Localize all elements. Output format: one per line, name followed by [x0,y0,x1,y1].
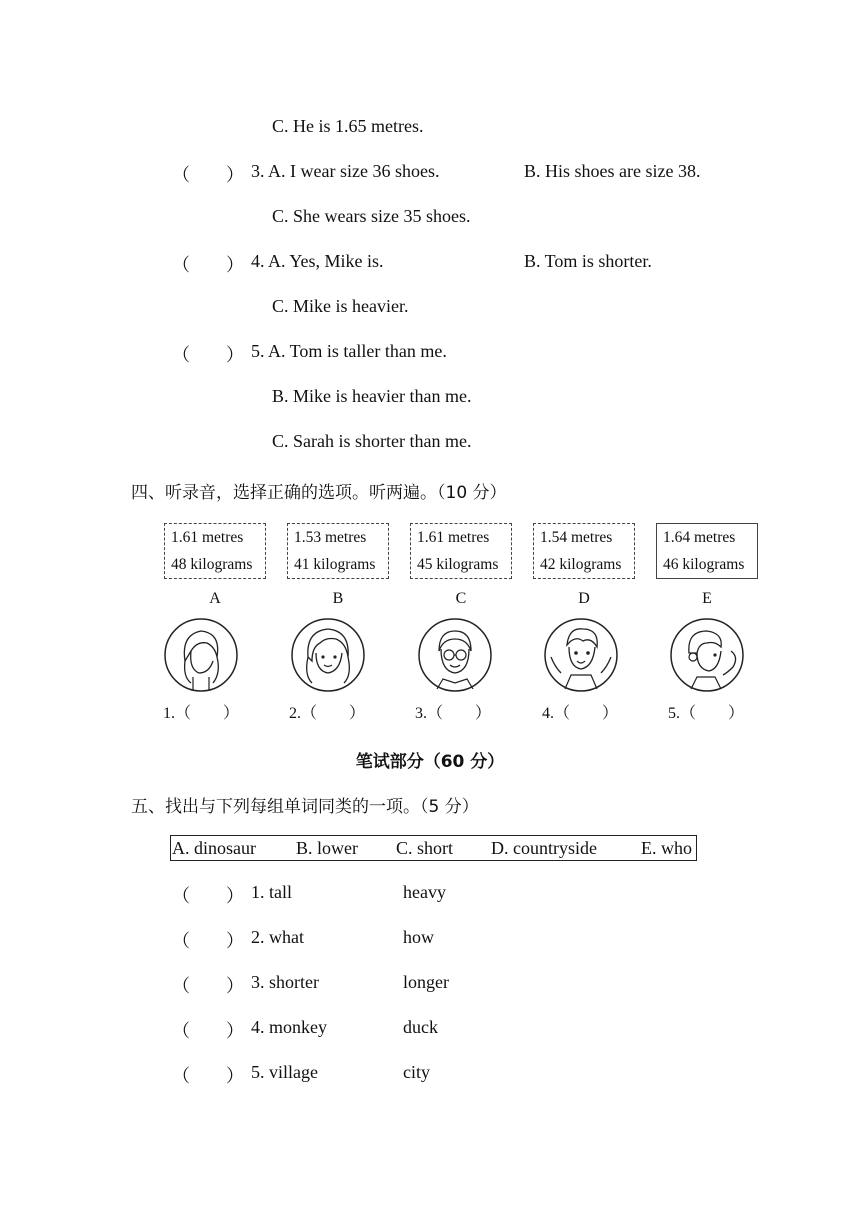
listening-answer-4[interactable]: 4.（ ） [542,705,619,722]
word-option-c: C. short [396,838,454,858]
boy-side-avatar [669,617,745,693]
answer-blank[interactable]: （ ） [172,886,244,906]
item-pair-word: heavy [403,882,446,902]
card-weight: 42 kilograms [540,556,622,573]
word-option-b: B. lower [296,838,358,858]
q3-option-b: B. His shoes are size 38. [524,161,701,181]
card-weight: 41 kilograms [294,556,376,573]
girl-avatar-1 [163,617,239,693]
listening-answer-1[interactable]: 1.（ ） [163,705,240,722]
item-pair-word: longer [403,972,449,992]
info-card-b [287,523,389,579]
item-pair-word: how [403,927,434,947]
answer-blank[interactable]: （ ） [172,165,244,185]
q5-option-a: 5. A. Tom is taller than me. [251,341,447,361]
q5-option-b: B. Mike is heavier than me. [272,386,472,406]
card-height: 1.53 metres [294,529,367,546]
item-word: 3. shorter [251,972,319,992]
q5-option-c: C. Sarah is shorter than me. [272,431,472,451]
boy-glasses-avatar [417,617,493,693]
item-word: 2. what [251,927,304,947]
listening-answer-2[interactable]: 2.（ ） [289,705,366,722]
card-height: 1.61 metres [417,529,490,546]
card-height: 1.61 metres [171,529,244,546]
info-card-c [410,523,512,579]
q4-option-a: 4. A. Yes, Mike is. [251,251,384,271]
section-5-heading: 五、找出与下列每组单词同类的一项。（5 分） [131,797,479,817]
item-word: 5. village [251,1062,318,1082]
word-option-e: E. who [641,838,692,858]
girl-avatar-2 [290,617,366,693]
answer-blank[interactable]: （ ） [172,345,244,365]
written-section-title: 笔试部分（60 分） [355,752,505,772]
card-weight: 48 kilograms [171,556,253,573]
q4-option-c: C. Mike is heavier. [272,296,409,316]
listening-answer-5[interactable]: 5.（ ） [668,705,745,722]
answer-blank[interactable]: （ ） [172,976,244,996]
q3-option-c: C. She wears size 35 shoes. [272,206,471,226]
info-card-e [656,523,758,579]
item-pair-word: city [403,1062,430,1082]
item-pair-word: duck [403,1017,438,1037]
item-word: 4. monkey [251,1017,327,1037]
answer-blank[interactable]: （ ） [172,1021,244,1041]
item-word: 1. tall [251,882,292,902]
card-letter-d: D [578,590,590,607]
boy-waving-avatar [543,617,619,693]
card-weight: 45 kilograms [417,556,499,573]
card-letter-c: C [455,590,467,607]
answer-blank[interactable]: （ ） [172,1066,244,1086]
card-letter-a: A [209,590,221,607]
info-card-d [533,523,635,579]
info-card-a [164,523,266,579]
card-height: 1.64 metres [663,529,736,546]
q4-option-b: B. Tom is shorter. [524,251,652,271]
word-option-d: D. countryside [491,838,597,858]
word-options-box [170,835,697,861]
q3-option-a: 3. A. I wear size 36 shoes. [251,161,440,181]
card-letter-e: E [702,590,712,607]
listening-answer-3[interactable]: 3.（ ） [415,705,492,722]
section-4-heading: 四、听录音，选择正确的选项。听两遍。（10 分） [131,483,507,503]
answer-blank[interactable]: （ ） [172,931,244,951]
word-option-a: A. dinosaur [172,838,256,858]
card-letter-b: B [332,590,344,607]
card-weight: 46 kilograms [663,556,745,573]
answer-blank[interactable]: （ ） [172,255,244,275]
q2-option-c: C. He is 1.65 metres. [272,116,424,136]
card-height: 1.54 metres [540,529,613,546]
